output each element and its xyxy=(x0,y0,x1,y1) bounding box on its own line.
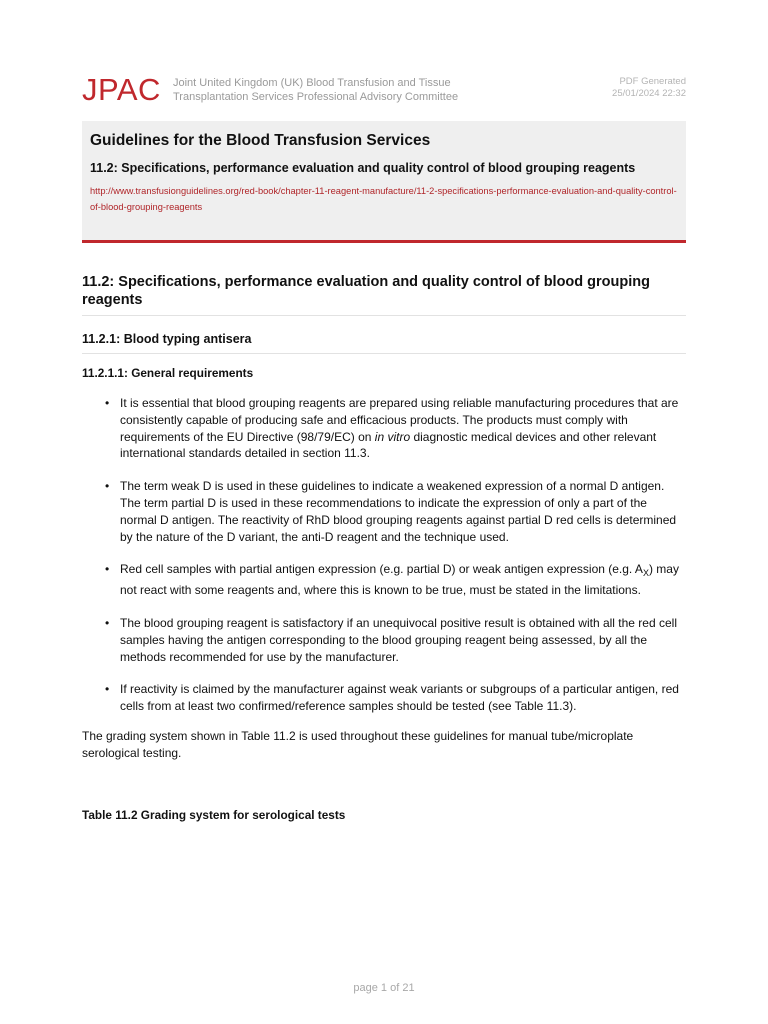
subsection-heading: 11.2.1: Blood typing antisera xyxy=(82,331,686,354)
list-item: • The blood grouping reagent is satisfactory if an unequivocal positive result is obtained with all the red cell samples having the antigen corresponding to the blood grouping reagent being assessed, by all the methods recommended for use by the manufacturer. xyxy=(120,615,686,665)
pdf-generated-label: PDF Generated xyxy=(619,76,686,87)
banner-title: Guidelines for the Blood Transfusion Services xyxy=(90,132,431,149)
page-number: page 1 of 21 xyxy=(353,982,415,994)
list-item: • The term weak D is used in these guidelines to indicate a weakened expression of a normal D antigen. The term partial D is used in these recommendations to indicate the expression of only a part of the normal D antigen. The reactivity of RhD blood grouping reagents against partial D red cells is determined by the nature of the D variant, the anti-D reagent and the technique used. xyxy=(120,478,686,545)
table-caption: Table 11.2 Grading system for serological tests xyxy=(82,807,346,822)
sub-subsection-heading: 11.2.1.1: General requirements xyxy=(82,366,254,380)
banner-subtitle: 11.2: Specifications, performance evaluation and quality control of blood grouping reagents xyxy=(90,161,636,175)
organization-name-line-1: Joint United Kingdom (UK) Blood Transfusion and Tissue xyxy=(173,77,451,89)
subscript: X xyxy=(642,568,649,579)
list-item: • It is essential that blood grouping reagents are prepared using reliable manufacturing procedures that are consistently capable of producing safe and efficacious products. The products must comply with requirements of the EU Directive (98/79/EC) on in vitro diagnostic medical devices and other relevant international standards detailed in section 11.3. xyxy=(120,395,686,462)
page-header xyxy=(82,72,686,112)
pdf-generated-date: 25/01/2024 22:32 xyxy=(612,88,686,99)
section-heading: 11.2: Specifications, performance evaluation and quality control of blood grouping reagents xyxy=(82,273,686,316)
pdf-generated-info xyxy=(612,76,686,100)
organization-name-line-2: Transplantation Services Professional Advisory Committee xyxy=(173,91,459,103)
organization-name xyxy=(173,76,458,104)
main-content xyxy=(82,273,686,823)
list-item: • Red cell samples with partial antigen expression (e.g. partial D) or weak antigen expression (e.g. $A_X$) may not react with some reagents and, where this is known to be true, must be stated in the limitations. xyxy=(120,561,686,599)
list-item: • If reactivity is claimed by the manufacturer against weak variants or subgroups of a particular antigen, red cells from at least two confirmed/reference samples should be tested (see Table 11.3). xyxy=(120,681,686,715)
italic-term: in vitro xyxy=(374,429,411,444)
document-banner xyxy=(82,121,686,243)
body-paragraph: The grading system shown in Table 11.2 is used throughout these guidelines for manual tube/microplate serological testing. xyxy=(82,728,634,760)
requirements-list xyxy=(82,395,686,715)
source-url-link[interactable]: http://www.transfusionguidelines.org/red-book/chapter-11-reagent-manufacture/11-2-specifications-performance-evaluation-and-quality-control-of-blood-grouping-reagents xyxy=(90,186,677,212)
jpac-logo: JPAC xyxy=(82,72,161,107)
